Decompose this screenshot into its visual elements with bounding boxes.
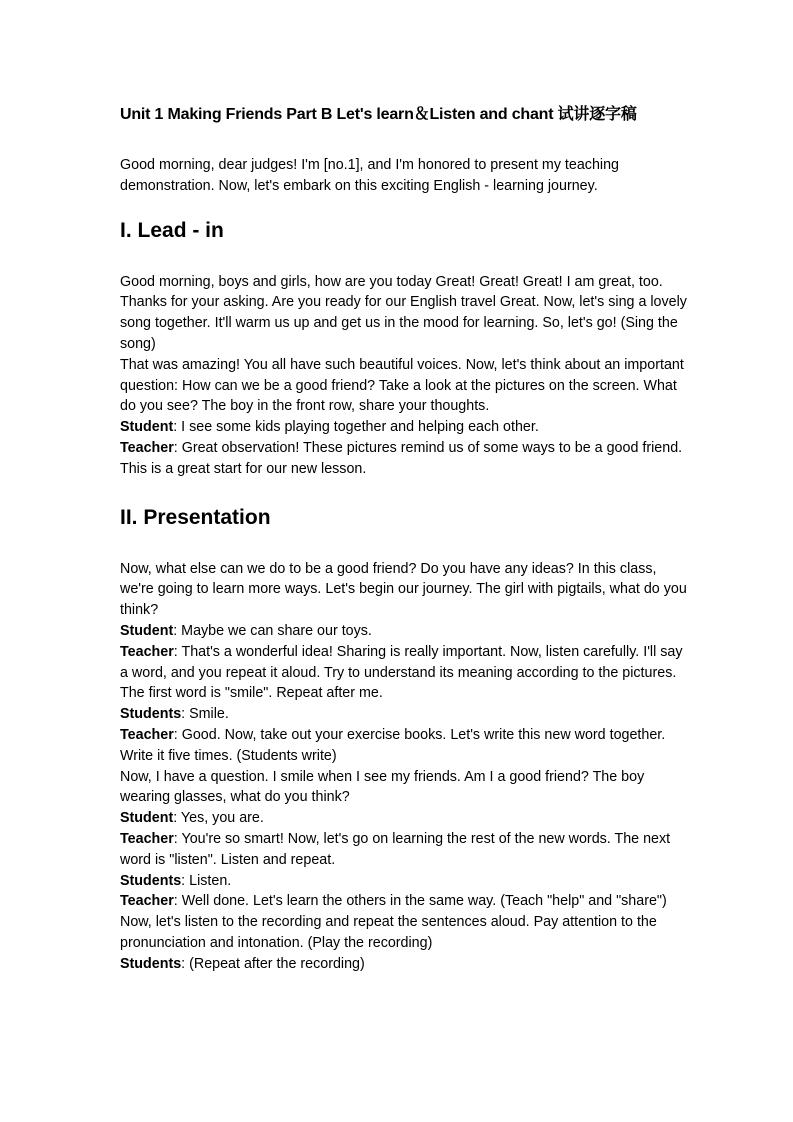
- section-heading: II. Presentation: [120, 505, 271, 529]
- dialogue-paragraph: [120, 891, 692, 912]
- paragraph-text: : Yes, you are.: [173, 810, 264, 827]
- paragraph-text: : (Repeat after the recording): [181, 955, 365, 972]
- section-presentation: [120, 504, 692, 975]
- section-paragraphs: [120, 272, 692, 480]
- speaker-label: Students: [120, 955, 182, 972]
- section-paragraphs: [120, 559, 692, 975]
- speaker-label: Teacher: [120, 893, 174, 910]
- speaker-label: Student: [120, 622, 174, 639]
- document-title: Unit 1 Making Friends Part B Let's learn＆Listen and chant 试讲逐字稿: [120, 106, 637, 123]
- speaker-label: Student: [120, 419, 174, 436]
- paragraph-text: Good morning, boys and girls, how are you today Great! Great! Great! I am great, too. Thanks for your asking. Are you ready for our English travel Great. Now, let's sing a lovely song together. It'll warm us up and get us in the mood for learning. So, let's go! (Sing the song): [120, 273, 687, 352]
- dialogue-paragraph: [120, 808, 692, 829]
- paragraph-text: : I see some kids playing together and helping each other.: [173, 419, 539, 436]
- paragraph-text: That was amazing! You all have such beautiful voices. Now, let's think about an important question: How can we be a good friend? Take a look at the pictures on the screen. What do you see? The boy in the front row, share your thoughts.: [120, 356, 684, 415]
- dialogue-paragraph: [120, 912, 692, 954]
- dialogue-paragraph: [120, 642, 692, 704]
- dialogue-paragraph: [120, 272, 692, 355]
- paragraph-text: : Listen.: [181, 872, 232, 889]
- speaker-label: Teacher: [120, 439, 174, 456]
- speaker-label: Teacher: [120, 830, 174, 847]
- speaker-label: Teacher: [120, 726, 174, 743]
- section-heading: I. Lead - in: [120, 218, 224, 242]
- dialogue-paragraph: [120, 417, 692, 438]
- dialogue-paragraph: [120, 829, 692, 871]
- dialogue-paragraph: [120, 355, 692, 417]
- paragraph-text: : Smile.: [181, 706, 229, 723]
- paragraph-text: : That's a wonderful idea! Sharing is really important. Now, listen carefully. I'll say a word, and you repeat it aloud. Try to understand its meaning according to the pictures. The first word is "smile". Repeat after me.: [120, 643, 683, 702]
- speaker-label: Teacher: [120, 643, 174, 660]
- paragraph-text: : Great observation! These pictures remind us of some ways to be a good friend. This is a great start for our new lesson.: [120, 439, 683, 477]
- paragraph-text: : Well done. Let's learn the others in the same way. (Teach "help" and "share"): [173, 893, 667, 910]
- section-lead-in: [120, 217, 692, 480]
- dialogue-paragraph: [120, 438, 692, 480]
- paragraph-text: Now, what else can we do to be a good friend? Do you have any ideas? In this class, we're going to learn more ways. Let's begin our journey. The girl with pigtails, what do you think?: [120, 560, 687, 619]
- dialogue-paragraph: [120, 767, 692, 809]
- speaker-label: Student: [120, 810, 174, 827]
- dialogue-paragraph: [120, 871, 692, 892]
- paragraph-text: Now, I have a question. I smile when I see my friends. Am I a good friend? The boy wearing glasses, what do you think?: [120, 768, 645, 806]
- paragraph-text: : You're so smart! Now, let's go on learning the rest of the new words. The next word is "listen". Listen and repeat.: [120, 830, 671, 868]
- dialogue-paragraph: [120, 559, 692, 621]
- intro-paragraph: Good morning, dear judges! I'm [no.1], and I'm honored to present my teaching demonstration. Now, let's embark on this exciting English - learning journey.: [120, 157, 619, 194]
- speaker-label: Students: [120, 706, 182, 723]
- document-body: [120, 104, 692, 999]
- speaker-label: Students: [120, 872, 182, 889]
- dialogue-paragraph: [120, 704, 692, 725]
- dialogue-paragraph: [120, 954, 692, 975]
- paragraph-text: Now, let's listen to the recording and repeat the sentences aloud. Pay attention to the pronunciation and intonation. (Play the recording): [120, 914, 657, 951]
- dialogue-paragraph: [120, 725, 692, 767]
- dialogue-paragraph: [120, 621, 692, 642]
- paragraph-text: : Maybe we can share our toys.: [173, 622, 372, 639]
- paragraph-text: : Good. Now, take out your exercise books. Let's write this new word together. Write it five times. (Students write): [120, 726, 666, 764]
